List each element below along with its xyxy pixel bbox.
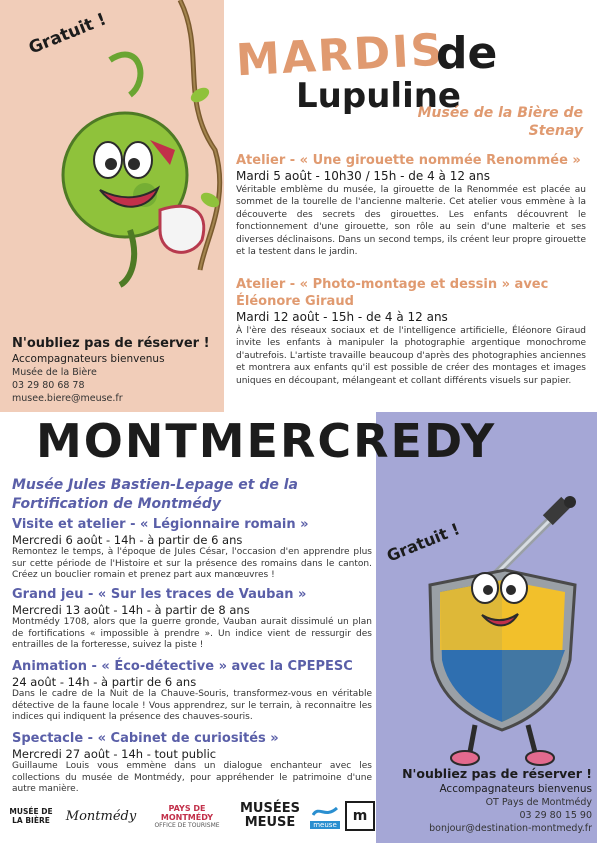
activity-description: Véritable emblème du musée, la girouette de la Renommée est placée au sommet de la tourelle de l'ancienne malterie. Cet atelier vous emmène à la découverte des secrets des girouettes. Les enfants découvrent le fonctionnement d'une girouette, son rôle au sein d'une malterie et ses diverses déclinaisons. Dans un second temps, ils créent leur propre girouette et la testent dans le jardin.	[236, 185, 586, 258]
activity-eco-detective	[12, 659, 372, 724]
logo-m-square: m	[344, 796, 376, 836]
activity-girouette	[236, 152, 586, 258]
activity-description: Dans le cadre de la Nuit de la Chauve-Souris, transformez-vous en véritable détective de la faune locale ! Vous apprendrez, sur le terrain, à reconnaitre les indices qui indiquent la présence des chauves-souris.	[12, 689, 372, 723]
activity-photo-montage	[236, 276, 586, 387]
activity-title: Visite et atelier - « Légionnaire romain »	[12, 517, 309, 532]
activity-cabinet-curiosites	[12, 731, 372, 796]
mardis-title-de: de	[436, 28, 498, 79]
logo-pays-montmedy: PAYS DE MONTMÉDY OFFICE DE TOURISME	[154, 803, 220, 829]
activity-date: Mercredi 27 août - 14h - tout public	[12, 747, 217, 761]
activity-legionnaire	[12, 517, 372, 582]
reserve-accompanying: Accompagnateurs bienvenus	[439, 783, 592, 795]
reserve-venue: OT Pays de Montmédy	[485, 797, 592, 808]
museum-biere-name: Musée de la Bière de Stenay	[417, 105, 583, 139]
partner-logos	[8, 796, 378, 838]
montmercredy-title: MONTMERCREDY	[36, 414, 497, 468]
activity-title: Atelier - « Photo-montage et dessin » avec Éléonore Giraud	[236, 277, 549, 309]
logo-musees-meuse: MUSÉES MEUSE	[240, 801, 300, 830]
activity-date: 24 août - 14h - à partir de 6 ans	[12, 675, 197, 689]
logo-meuse: meuse	[310, 796, 340, 836]
reservation-info-biere	[12, 336, 222, 405]
reserve-title: N'oubliez pas de réserver !	[12, 336, 210, 351]
reserve-venue: Musée de la Bière	[12, 367, 97, 378]
activity-title: Atelier - « Une girouette nommée Renommée »	[236, 153, 581, 168]
activity-vauban	[12, 587, 372, 652]
lupuline-title: Lupuline	[296, 76, 461, 116]
reserve-email[interactable]: bonjour@destination-montmedy.fr	[429, 823, 592, 834]
activity-title: Spectacle - « Cabinet de curiosités »	[12, 731, 279, 746]
reserve-phone: 03 29 80 68 78	[12, 380, 85, 391]
activity-title: Animation - « Éco-détective » avec la CPEPESC	[12, 659, 353, 674]
activity-date: Mardi 12 août - 15h - de 4 à 12 ans	[236, 310, 448, 324]
activity-date: Mardi 5 août - 10h30 / 15h - de 4 à 12 ans	[236, 169, 490, 183]
reserve-title: N'oubliez pas de réserver !	[402, 766, 592, 781]
meuse-wave-icon	[312, 803, 338, 821]
reservation-info-montmedy	[378, 766, 592, 835]
activity-date: Mercredi 13 août - 14h - à partir de 8 ans	[12, 603, 250, 617]
reserve-email[interactable]: musee.biere@meuse.fr	[12, 393, 123, 404]
activity-description: Montmédy 1708, alors que la guerre gronde, Vauban aurait dissimulé un plan de fortifications « impossible à prendre ». Un indice vient de ressurgir des entrailles de la forteresse, suivez la piste !	[12, 617, 372, 651]
activity-date: Mercredi 6 août - 14h - à partir de 6 ans	[12, 533, 243, 547]
logo-montmedy: Montmédy	[65, 808, 137, 824]
gratuit-label-bottom: Gratuit !	[384, 519, 463, 566]
activity-title: Grand jeu - « Sur les traces de Vauban »	[12, 587, 307, 602]
reserve-accompanying: Accompagnateurs bienvenus	[12, 353, 165, 365]
logo-musee-biere: MUSÉE DE LA BIÈRE	[9, 807, 53, 825]
mardis-title: MARDIS	[234, 24, 446, 87]
activity-description: Remontez le temps, à l'époque de Jules César, l'occasion d'en apprendre plus sur cette période de l'Histoire et sur la présence des romains dans le canton. Créez un bouclier romain et prenez part aux manœuvres !	[12, 547, 372, 581]
gratuit-label-top: Gratuit !	[26, 9, 110, 59]
reserve-phone: 03 29 80 15 90	[519, 810, 592, 821]
activity-description: À l'ère des réseaux sociaux et de l'intelligence artificielle, Éléonore Giraud invite les enfants à manipuler la photographie argentique monochrome d'autrefois. L'artiste travaille beaucoup d'après des photographies anciennes et montrera aux enfants qu'il est possible de créer des montages et images uniques en découpant, mélangeant et collant différents visuels sur papier.	[236, 326, 586, 386]
activity-description: Guillaume Louis vous emmène dans un dialogue enchanteur avec les collections du musée de Montmédy, pour appréhender le patrimoine d'une autre manière.	[12, 761, 372, 795]
museum-montmedy-name: Musée Jules Bastien-Lepage et de la Fortification de Montmédy	[12, 477, 298, 512]
